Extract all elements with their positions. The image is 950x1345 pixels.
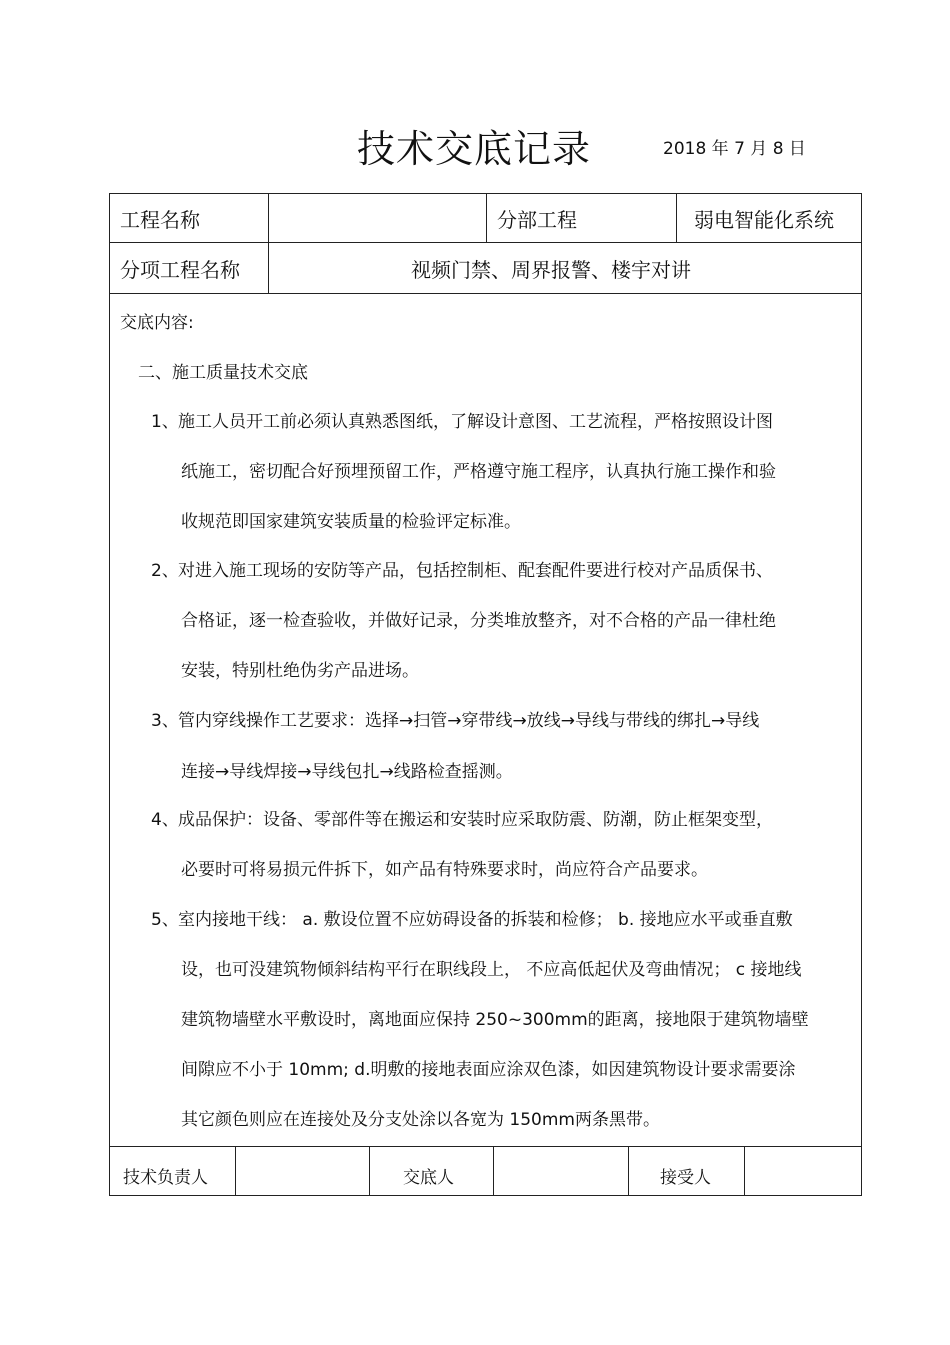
label-division: 分部工程	[497, 208, 577, 232]
item-number: 4、	[151, 810, 179, 830]
page-title: 技术交底记录	[357, 127, 592, 171]
item-number: 3、	[151, 711, 179, 731]
item-line: 建筑物墙壁水平敷设时，离地面应保持 250~300mm的距离，接地限于建筑物墙壁	[181, 1010, 809, 1030]
item-line: 连接→导线焊接→导线包扎→线路检查摇测。	[181, 762, 513, 782]
item-line: 其它颜色则应在连接处及分支处涂以各宽为 150mm两条黑带。	[181, 1110, 660, 1130]
row-divider	[109, 293, 862, 294]
col-divider	[235, 1146, 236, 1196]
table-frame	[109, 193, 862, 1196]
item-line: 管内穿线操作工艺要求：选择→扫管→穿带线→放线→导线与带线的绑扎→导线	[178, 711, 760, 731]
item-line: 成品保护：设备、零部件等在搬运和安装时应采取防震、防潮，防止框架变型，	[178, 810, 773, 830]
item-line: 纸施工，密切配合好预埋预留工作，严格遵守施工程序，认真执行施工操作和验	[181, 462, 776, 482]
item-number: 1、	[151, 412, 179, 432]
label-receiver: 接受人	[660, 1168, 711, 1188]
label-discloser: 交底人	[403, 1168, 454, 1188]
item-number: 5、	[151, 910, 179, 930]
record-date: 2018 年 7 月 8 日	[663, 139, 806, 159]
item-line: 室内接地干线： a. 敷设位置不应妨碍设备的拆装和检修； b. 接地应水平或垂直敷	[178, 910, 793, 930]
item-line: 施工人员开工前必须认真熟悉图纸，了解设计意图、工艺流程，严格按照设计图	[178, 412, 773, 432]
value-subitem-name: 视频门禁、周界报警、楼宇对讲	[411, 258, 691, 282]
item-line: 收规范即国家建筑安装质量的检验评定标准。	[181, 512, 521, 532]
col-divider	[268, 193, 269, 293]
col-divider	[486, 193, 487, 242]
content-label: 交底内容:	[120, 313, 194, 333]
item-line: 合格证，逐一检查验收，并做好记录，分类堆放整齐，对不合格的产品一律杜绝	[181, 611, 776, 631]
section-heading: 二、施工质量技术交底	[138, 363, 308, 383]
col-divider	[744, 1146, 745, 1196]
row-divider	[109, 1146, 862, 1147]
item-line: 必要时可将易损元件拆下，如产品有特殊要求时，尚应符合产品要求。	[181, 860, 708, 880]
col-divider	[493, 1146, 494, 1196]
row-divider	[109, 242, 862, 243]
col-divider	[628, 1146, 629, 1196]
label-project-name: 工程名称	[120, 208, 200, 232]
item-line: 对进入施工现场的安防等产品，包括控制柜、配套配件要进行校对产品质保书、	[178, 561, 773, 581]
col-divider	[676, 193, 677, 242]
item-line: 设，也可没建筑物倾斜结构平行在职线段上， 不应高低起伏及弯曲情况； c 接地线	[181, 960, 802, 980]
col-divider	[369, 1146, 370, 1196]
item-line: 间隙应不小于 10mm; d.明敷的接地表面应涂双色漆，如因建筑物设计要求需要涂	[181, 1060, 796, 1080]
item-line: 安装，特别杜绝伪劣产品进场。	[181, 661, 419, 681]
value-division: 弱电智能化系统	[694, 208, 834, 232]
item-number: 2、	[151, 561, 179, 581]
label-tech-lead: 技术负责人	[123, 1168, 208, 1188]
label-subitem-name: 分项工程名称	[120, 258, 240, 282]
